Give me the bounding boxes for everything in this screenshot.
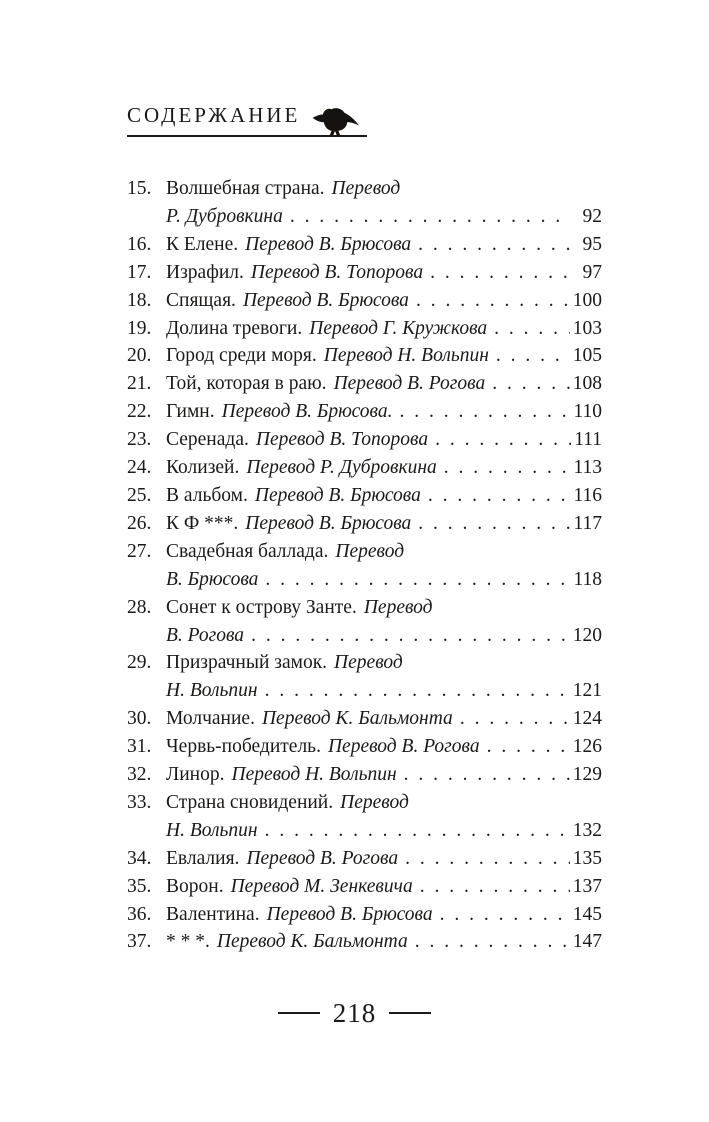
page-footer xyxy=(0,996,709,1030)
entry-page-number: 92 xyxy=(582,205,602,227)
toc-entry xyxy=(127,928,602,956)
toc-entry xyxy=(127,705,602,733)
toc-entry xyxy=(127,398,602,426)
entry-number: 35. xyxy=(127,875,152,897)
toc-entry xyxy=(127,175,602,231)
entry-page-number: 117 xyxy=(573,512,602,534)
dot-leader xyxy=(487,733,570,761)
entry-title: К Ф ***. xyxy=(166,512,239,534)
toc-entry xyxy=(127,426,602,454)
entry-page-number: 145 xyxy=(572,903,602,925)
dot-leader xyxy=(494,315,570,343)
dot-leader xyxy=(290,203,571,231)
entry-number: 32. xyxy=(127,764,152,786)
footer-dash-left xyxy=(278,1012,320,1014)
entry-page-number: 105 xyxy=(572,345,602,367)
entry-title: Линор. xyxy=(166,764,225,786)
entry-translator: Перевод Г. Кружкова xyxy=(309,317,488,339)
entry-title: Евлалия. xyxy=(166,847,240,869)
toc-entry xyxy=(127,761,602,789)
footer-dash-right xyxy=(389,1012,431,1014)
toc-entry xyxy=(127,510,602,538)
entry-page-number: 97 xyxy=(582,261,602,283)
toc-entry xyxy=(127,594,602,650)
entry-title: К Елене. xyxy=(166,233,239,255)
entry-page-number: 124 xyxy=(572,708,602,730)
entry-title: Спящая. xyxy=(166,289,236,311)
entry-translator: Перевод В. Топорова xyxy=(255,429,429,451)
entry-title: Сонет к острову Занте. xyxy=(166,596,357,618)
entry-page-number: 121 xyxy=(572,680,602,702)
entry-number: 16. xyxy=(127,233,152,255)
entry-title: Гимн. xyxy=(166,401,215,423)
entry-continuation: Р. Дубровкина xyxy=(166,205,283,227)
entry-number: 21. xyxy=(127,373,152,395)
entry-translator: Перевод В. Брюсова xyxy=(266,903,433,925)
entry-translator: Перевод xyxy=(335,540,405,562)
entry-page-number: 110 xyxy=(573,401,602,423)
toc-entry xyxy=(127,287,602,315)
entry-continuation: В. Рогова xyxy=(166,624,245,646)
entry-translator: Перевод В. Брюсова xyxy=(245,233,412,255)
entry-number: 22. xyxy=(127,401,152,423)
entry-number: 28. xyxy=(127,596,152,618)
dot-leader xyxy=(404,761,570,789)
entry-translator: Перевод Н. Вольпин xyxy=(231,764,397,786)
dot-leader xyxy=(265,677,570,705)
entry-translator: Перевод В. Брюсова xyxy=(245,512,412,534)
entry-number: 27. xyxy=(127,540,152,562)
toc-entry xyxy=(127,845,602,873)
toc-entry xyxy=(127,454,602,482)
entry-translator: Перевод xyxy=(340,791,409,813)
entry-translator: Перевод xyxy=(334,652,403,674)
toc-list xyxy=(127,175,602,956)
toc-entry xyxy=(127,482,602,510)
entry-translator: Перевод В. Брюсова xyxy=(242,289,409,311)
toc-entry xyxy=(127,370,602,398)
entry-translator: Перевод В. Топорова xyxy=(250,261,424,283)
entry-title: Валентина. xyxy=(166,903,260,925)
entry-page-number: 108 xyxy=(572,373,602,395)
entry-title: Той, которая в раю. xyxy=(166,373,327,395)
entry-translator: Перевод xyxy=(331,178,401,199)
entry-page-number: 100 xyxy=(572,289,602,311)
entry-number: 18. xyxy=(127,289,152,311)
entry-page-number: 147 xyxy=(572,931,602,953)
entry-translator: Перевод К. Бальмонта xyxy=(216,931,408,953)
dot-leader xyxy=(400,398,571,426)
toc-entry xyxy=(127,901,602,929)
toc-entry xyxy=(127,538,602,594)
entry-number: 36. xyxy=(127,903,152,925)
entry-number: 20. xyxy=(127,345,152,367)
entry-translator: Перевод В. Рогова xyxy=(327,736,480,758)
entry-number: 33. xyxy=(127,791,152,813)
entry-title: Серенада. xyxy=(166,429,249,451)
entry-number: 34. xyxy=(127,847,152,869)
toc-entry xyxy=(127,873,602,901)
dot-leader xyxy=(492,370,570,398)
entry-page-number: 120 xyxy=(572,624,602,646)
entry-number: 37. xyxy=(127,931,152,953)
entry-number: 15. xyxy=(127,178,152,199)
dot-leader xyxy=(430,259,571,287)
entry-continuation: В. Брюсова xyxy=(166,568,259,590)
entry-number: 30. xyxy=(127,708,152,730)
entry-page-number: 129 xyxy=(572,764,602,786)
entry-page-number: 95 xyxy=(582,233,602,255)
toc-entry xyxy=(127,315,602,343)
entry-number: 19. xyxy=(127,317,152,339)
toc-entry xyxy=(127,649,602,705)
entry-translator: Перевод Н. Вольпин xyxy=(323,345,489,367)
entry-number: 29. xyxy=(127,652,152,674)
entry-translator: Перевод В. Брюсова xyxy=(254,484,421,506)
entry-translator: Перевод Р. Дубровкина xyxy=(246,457,437,479)
entry-continuation: Н. Вольпин xyxy=(166,819,258,841)
entry-title: Долина тревоги. xyxy=(166,317,303,339)
dot-leader xyxy=(418,510,570,538)
entry-page-number: 132 xyxy=(572,819,602,841)
entry-title: Страна сновидений. xyxy=(166,791,334,813)
toc-entry xyxy=(127,733,602,761)
dot-leader xyxy=(444,454,571,482)
footer-page-number: 218 xyxy=(332,997,377,1028)
entry-number: 31. xyxy=(127,736,152,758)
dot-leader xyxy=(440,901,570,929)
entry-translator: Перевод В. Рогова xyxy=(246,847,399,869)
dot-leader xyxy=(405,845,570,873)
toc-entry xyxy=(127,259,602,287)
entry-translator: Перевод М. Зенкевича xyxy=(230,875,413,897)
entry-title: Израфил. xyxy=(166,261,244,283)
dot-leader xyxy=(418,231,571,259)
entry-page-number: 126 xyxy=(572,736,602,758)
toc-entry xyxy=(127,231,602,259)
dot-leader xyxy=(415,928,570,956)
toc-entry xyxy=(127,342,602,370)
dot-leader xyxy=(428,482,571,510)
entry-translator: Перевод В. Рогова xyxy=(333,373,486,395)
dot-leader xyxy=(416,287,570,315)
entry-title: Город среди моря. xyxy=(166,345,317,367)
dot-leader xyxy=(265,566,570,594)
entry-title: В альбом. xyxy=(166,484,248,506)
entry-page-number: 103 xyxy=(572,317,602,339)
entry-page-number: 135 xyxy=(572,847,602,869)
dot-leader xyxy=(460,705,570,733)
entry-number: 25. xyxy=(127,484,152,506)
dot-leader xyxy=(496,342,570,370)
entry-number: 23. xyxy=(127,429,152,451)
dot-leader xyxy=(251,622,570,650)
toc-title: СОДЕРЖАНИЕ xyxy=(127,103,301,127)
dot-leader xyxy=(435,426,571,454)
entry-page-number: 111 xyxy=(574,429,602,451)
toc-entry xyxy=(127,789,602,845)
dot-leader xyxy=(420,873,570,901)
entry-continuation: Н. Вольпин xyxy=(166,680,258,702)
entry-page-number: 113 xyxy=(573,457,602,479)
entry-translator: Перевод xyxy=(363,596,433,618)
entry-translator: Перевод В. Брюсова. xyxy=(221,401,393,423)
entry-title: Свадебная баллада. xyxy=(166,540,329,562)
entry-title: Колизей. xyxy=(166,457,240,479)
entry-title: * * *. xyxy=(166,931,210,953)
dot-leader xyxy=(265,817,570,845)
entry-title: Волшебная страна. xyxy=(166,178,325,199)
toc-header xyxy=(127,103,367,137)
entry-page-number: 116 xyxy=(573,484,602,506)
entry-page-number: 118 xyxy=(573,568,602,590)
entry-page-number: 137 xyxy=(572,875,602,897)
raven-icon xyxy=(309,105,361,136)
entry-title: Призрачный замок. xyxy=(166,652,328,674)
entry-number: 24. xyxy=(127,457,152,479)
entry-title: Ворон. xyxy=(166,875,224,897)
entry-number: 26. xyxy=(127,512,152,534)
entry-title: Червь-победитель. xyxy=(166,736,321,758)
entry-title: Молчание. xyxy=(166,708,255,730)
entry-number: 17. xyxy=(127,261,152,283)
entry-translator: Перевод К. Бальмонта xyxy=(261,708,453,730)
